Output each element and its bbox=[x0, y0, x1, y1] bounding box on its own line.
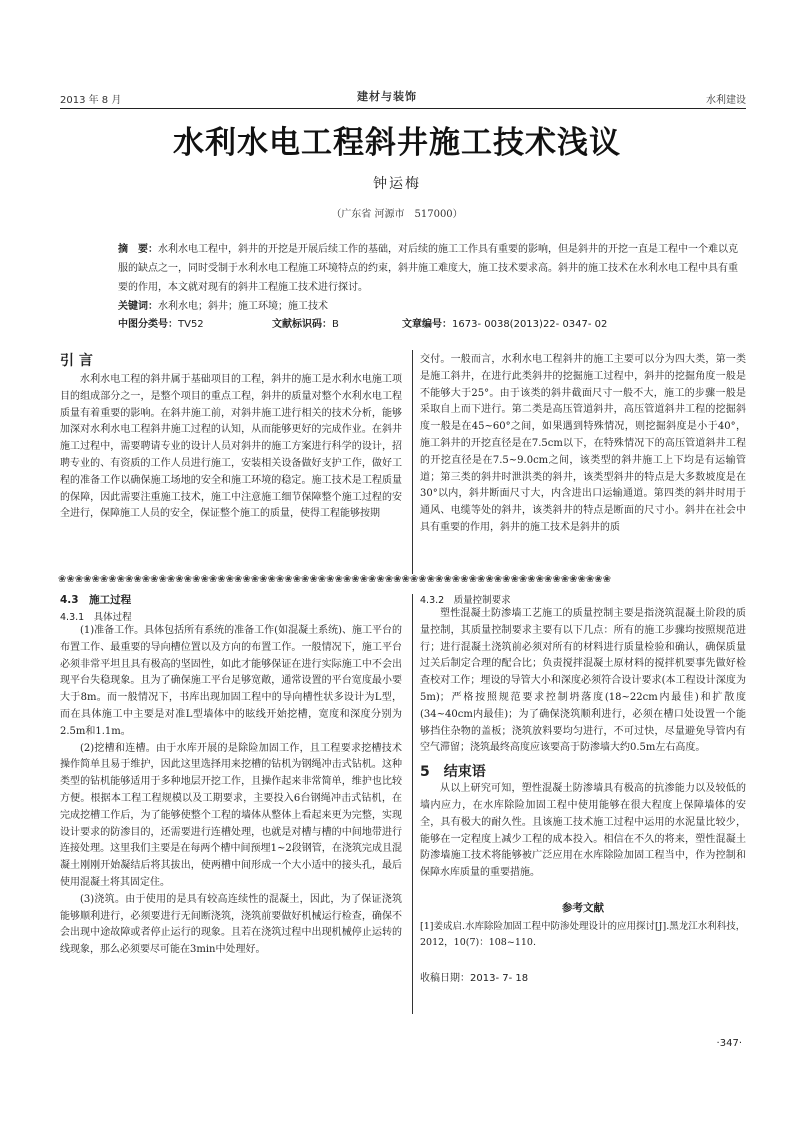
intro-heading: 引 言 bbox=[60, 353, 93, 369]
doc-code-value: B bbox=[332, 319, 339, 330]
article-number-value: 1673- 0038(2013)22- 0347- 02 bbox=[452, 319, 608, 330]
journal-name: 建材与装饰 bbox=[357, 90, 417, 103]
running-header-date: 2013 年 8 月 bbox=[60, 95, 122, 106]
clc-value: TV52 bbox=[178, 319, 204, 330]
abstract-text: 水利水电工程中，斜井的开挖是开展后续工作的基础，对后续的施工工作具有重要的影响，但是斜井的开挖一直是工程中一个难以克服的缺点之一，同时受制于水利水电工程施工环境特点的约束，斜井施工难度大，施工技术要求高。斜井的施工技术在水利水电工程中具有重要的作用，本文就对现有的斜井工程施工技术进行探讨。 bbox=[118, 244, 738, 293]
column-divider-lower bbox=[412, 594, 413, 1014]
section-4-3-heading: 4.3 施工过程 bbox=[60, 594, 132, 606]
doc-code-label: 文献标识码： bbox=[272, 319, 332, 330]
keywords-text: 水利水电；斜井；施工环境；施工技术 bbox=[158, 301, 328, 312]
ornamental-divider: ❀❀❀❀❀❀❀❀❀❀❀❀❀❀❀❀❀❀❀❀❀❀❀❀❀❀❀❀❀❀❀❀❀❀❀❀❀❀❀❀❀❀❀❀❀❀❀❀❀❀❀❀❀❀❀❀❀❀❀❀❀❀❀❀❀❀ bbox=[58, 574, 612, 585]
section-4-3-2-heading: 4.3.2 质量控制要求 bbox=[420, 595, 511, 606]
section-4-3-1-heading: 4.3.1 具体过程 bbox=[60, 612, 132, 623]
clc-label: 中图分类号： bbox=[118, 319, 178, 330]
references-heading: 参考文献 bbox=[562, 901, 604, 914]
quality-paragraph: 塑性混凝土防渗墙工艺施工的质量控制主要是指浇筑混凝土阶段的质量控制，其质量控制要求主要有以下几点：所有的施工步骤均按照规范进行；进行混凝土浇筑前必须对所有的材料进行质量检验和确认，确保质量过关后制定合理的配合比；负责搅拌混凝土原材料的搅拌机要事先做好检查校对工作；埋设的导管大小和深度必须符合设计要求(本工程设计深度为5m)；严格按照规范要求控制坍落度(18~22cm内最佳)和扩散度(34~40cm内最佳)；为了确保浇筑顺利进行，必须在槽口处设置一个能够挡住杂物的盖板；浇筑放料要均匀进行，不可过快，尽量避免导管内有空气滞留；浇筑最终高度应该要高于防渗墙大约0.5m左右高度。 bbox=[420, 608, 746, 754]
conclusion-paragraph: 从以上研究可知，塑性混凝土防渗墙具有极高的抗渗能力以及较低的墙内应力，在水库除险加固工程中使用能够在很大程度上保障墙体的安全，具有极大的耐久性。且该施工技术施工过程中运用的水泥量比较少，能够在一定程度上减少工程的成本投入。相信在不久的将来，塑性混凝土防渗墙施工技术将能够被广泛应用在水库除险加固工程当中，作为控制和保障水库质量的重要措施。 bbox=[420, 783, 746, 879]
article-number-label: 文章编号： bbox=[402, 319, 452, 330]
abstract-block bbox=[118, 240, 740, 316]
running-header-section: 水利建设 bbox=[706, 95, 746, 106]
intro-column bbox=[60, 350, 402, 523]
document-code bbox=[272, 315, 339, 334]
article-number bbox=[402, 315, 607, 334]
keywords-label: 关键词： bbox=[118, 301, 158, 312]
types-column bbox=[420, 352, 746, 537]
author-affiliation: （广东省 河源市 517000） bbox=[331, 209, 463, 220]
author-name: 钟运梅 bbox=[373, 176, 421, 192]
preparation-paragraph: (1)准备工作。具体包括所有系统的准备工作(如混凝土系统)、施工平台的布置工作、最重要的导向槽位置以及方向的布置工作。一般情况下，施工平台必须非常平坦且具有极高的坚固性，如此才能够保证在进行实际施工中不会出现平台失稳现象。且为了确保施工平台足够宽敞，通常设置的平台宽度最小要大于8m。而一般情况下，书库出现加固工程中的导向槽性状多设计为L型，而在具体施工中主要是对准L型墙体中的眩线开始挖槽，宽度和深度分别为2.5m和1.1m。 bbox=[60, 625, 402, 737]
types-paragraph: 交付。一般而言，水利水电工程斜井的施工主要可以分为四大类，第一类是施工斜井，在进行此类斜井的挖掘施工过程中，斜井的挖掘角度一般是不能够大于25°。由于该类的斜井截面尺寸一般不大，施工的步骤一般是采取自上而下进行。第二类是高压管道斜井，高压管道斜井工程的挖掘斜度一般是在45~60°之间，如果遇到特殊情况，则挖掘斜度是小于40°，施工斜井的开挖直径是在7.5cm以下，在特殊情况下的高压管道斜井工程的开挖直径是在7.5~9.0cm之间，该类型的斜井施工上下均是有运输管道；第三类的斜井时泄洪类的斜井，该类型斜井的特点是大多数坡度是在30°以内，斜井断面尺寸大，内含进出口运输通道。第四类的斜井时用于通风、电缆等处的斜井，该类斜井的特点是断面的尺寸小。斜井在社会中具有重要的作用，斜井的施工技术是斜井的质 bbox=[420, 354, 746, 533]
header-rule bbox=[60, 108, 746, 109]
process-column bbox=[60, 592, 402, 959]
intro-paragraph: 水利水电工程的斜井属于基础项目的工程，斜井的施工是水利水电施工项目的组成部分之一，是整个项目的重点工程，斜井的质量对整个水利水电工程质量有着重要的影响。在斜井施工前，对斜井施工进行相关的技术分析，能够加深对水利水电工程斜井施工过程的认知，从而能够更好的完成作业。在斜井施工过程中，需要聘请专业的设计人员对斜井的施工方案进行科学的设计，招聘专业的、有资质的工作人员进行施工，安装相关设备做好支护工作，做好工程的准备工作以确保施工场地的安全和施工环境的稳定。施工技术是工程质量的保障，因此需要注重施工技术，施工中注意施工细节保障整个施工过程的安全进行，保障施工人员的安全，保证整个施工的质量，使得工程能够按期 bbox=[60, 374, 402, 520]
received-date: 收稿日期：2013- 7- 18 bbox=[420, 972, 529, 984]
quality-column bbox=[420, 592, 746, 984]
column-divider bbox=[412, 350, 413, 574]
trenching-paragraph: (2)挖槽和连槽。由于水库开展的是除险加固工作，且工程要求挖槽技术操作简单且易于维护，因此这里选择用来挖槽的钻机为钢绳冲击式钻机。这种类型的钻机能够适用于多种地层开挖工作，且操作起来非常简单，维护也比较方便。根据本工程工程规模以及工期要求，主要投入6台钢绳冲击式钻机，在完成挖槽工作后，为了能够使整个工程的墙体从整体上看起来更为完整，实现设计要求的防渗目的，还需要进行连槽处理，也就是对槽与槽的中间地带进行连接处理。这里我们主要是在每两个槽中间预埋1~2段钢管，在浇筑完成且混凝土刚刚开始凝结后将其拔出，使两槽中间形成一个大小适中的接头孔，最后使用混凝土将其固定住。 bbox=[60, 742, 402, 888]
conclusion-heading: 5 结束语 bbox=[420, 764, 486, 781]
reference-item: [1]姜成启.水库除险加固工程中防渗处理设计的应用探讨[J].黑龙江水利科技，2012，10(7)：108~110. bbox=[420, 920, 746, 948]
abstract-label: 摘 要： bbox=[118, 244, 158, 255]
pouring-paragraph: (3)浇筑。由于使用的是具有较高连续性的混凝土，因此，为了保证浇筑能够顺利进行，必须要进行无间断浇筑，浇筑前要做好机械运行检查，确保不会出现中途故障或者停止运行的现象。且若在浇筑过程中出现机械停止运转的线现象，那么必须要尽可能在3min中处理好。 bbox=[60, 893, 402, 956]
page-number: ·347· bbox=[716, 1038, 742, 1049]
clc-number bbox=[118, 315, 204, 334]
article-title: 水利水电工程斜井施工技术浅议 bbox=[173, 125, 621, 161]
